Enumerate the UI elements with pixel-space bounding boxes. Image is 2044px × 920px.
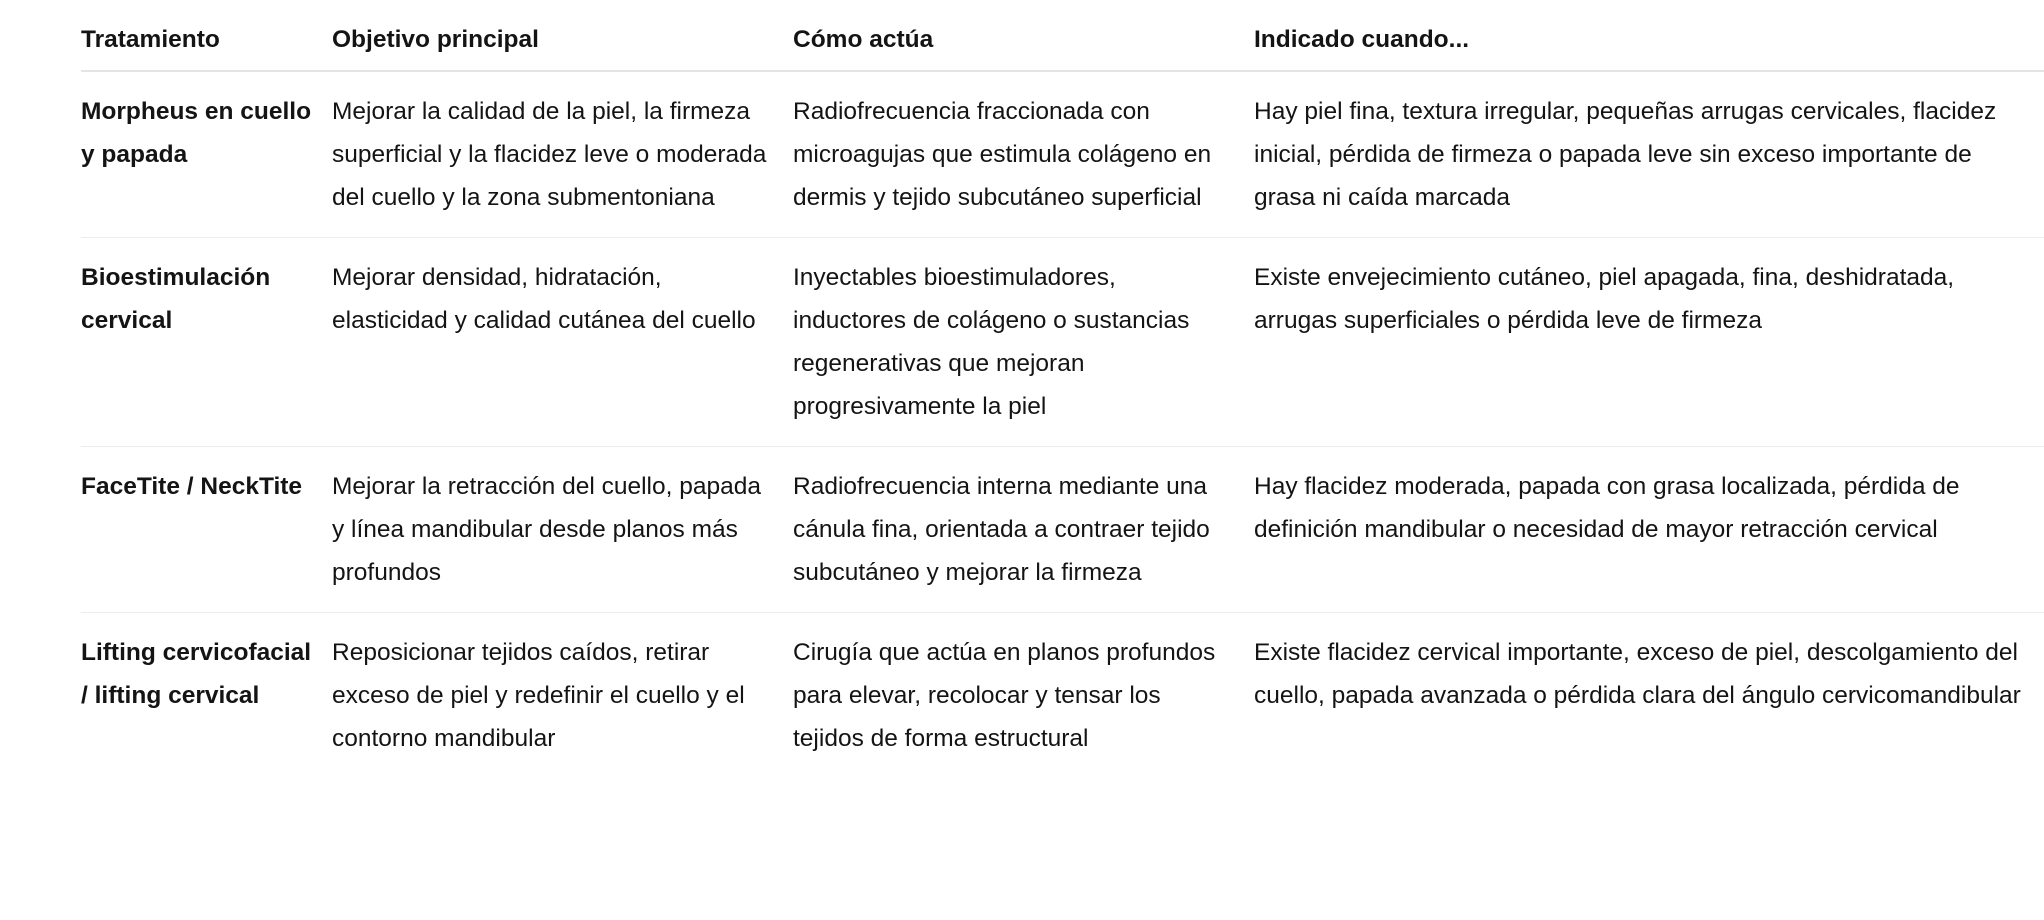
indication-cell: Hay piel fina, textura irregular, pequeñas arrugas cervicales, flacidez inicial, pérdida de firmeza o papada leve sin exceso importante de grasa ni caída marcada	[1254, 71, 2044, 238]
mechanism-cell: Radiofrecuencia interna mediante una cánula fina, orientada a contraer tejido subcutáneo y mejorar la firmeza	[793, 447, 1254, 613]
table-body	[81, 71, 2044, 778]
table-row	[81, 238, 2044, 447]
table-row	[81, 613, 2044, 779]
column-header-mechanism: Cómo actúa	[793, 0, 1254, 71]
header-row	[81, 0, 2044, 71]
objective-cell: Reposicionar tejidos caídos, retirar exceso de piel y redefinir el cuello y el contorno mandibular	[332, 639, 745, 752]
objective-cell: Mejorar densidad, hidratación, elasticidad y calidad cutánea del cuello	[332, 238, 793, 447]
indication-cell: Existe flacidez cervical importante, exceso de piel, descolgamiento del cuello, papada avanzada o pérdida clara del ángulo cervicomandibular	[1254, 639, 2021, 709]
treatment-comparison-table	[81, 0, 2044, 778]
mechanism-cell: Inyectables bioestimuladores, inductores de colágeno o sustancias regenerativas que mejoran progresivamente la piel	[793, 238, 1254, 447]
table-header	[81, 0, 2044, 71]
mechanism-cell: Radiofrecuencia fraccionada con microagujas que estimula colágeno en dermis y tejido subcutáneo superficial	[793, 71, 1254, 238]
objective-cell: Mejorar la retracción del cuello, papada y línea mandibular desde planos más profundos	[332, 447, 793, 613]
comparison-table	[81, 0, 2044, 778]
column-header-treatment: Tratamiento	[81, 0, 332, 71]
treatment-name-cell: Lifting cervicofacial / lifting cervical	[81, 639, 312, 709]
objective-cell: Mejorar la calidad de la piel, la firmeza superficial y la flacidez leve o moderada del cuello y la zona submentoniana	[332, 71, 793, 238]
treatment-name-cell: FaceTite / NeckTite	[81, 447, 332, 613]
column-header-indication: Indicado cuando...	[1254, 0, 2044, 71]
indication-cell: Existe envejecimiento cutáneo, piel apagada, fina, deshidratada, arrugas superficiales o pérdida leve de firmeza	[1254, 238, 2044, 447]
mechanism-cell: Cirugía que actúa en planos profundos para elevar, recolocar y tensar los tejidos de forma estructural	[793, 639, 1216, 752]
treatment-name-cell: Morpheus en cuello y papada	[81, 71, 332, 238]
treatment-name-cell: Bioestimulación cervical	[81, 238, 332, 447]
indication-cell: Hay flacidez moderada, papada con grasa localizada, pérdida de definición mandibular o necesidad de mayor retracción cervical	[1254, 447, 2044, 613]
column-header-objective: Objetivo principal	[332, 0, 793, 71]
table-row	[81, 71, 2044, 238]
table-row	[81, 447, 2044, 613]
